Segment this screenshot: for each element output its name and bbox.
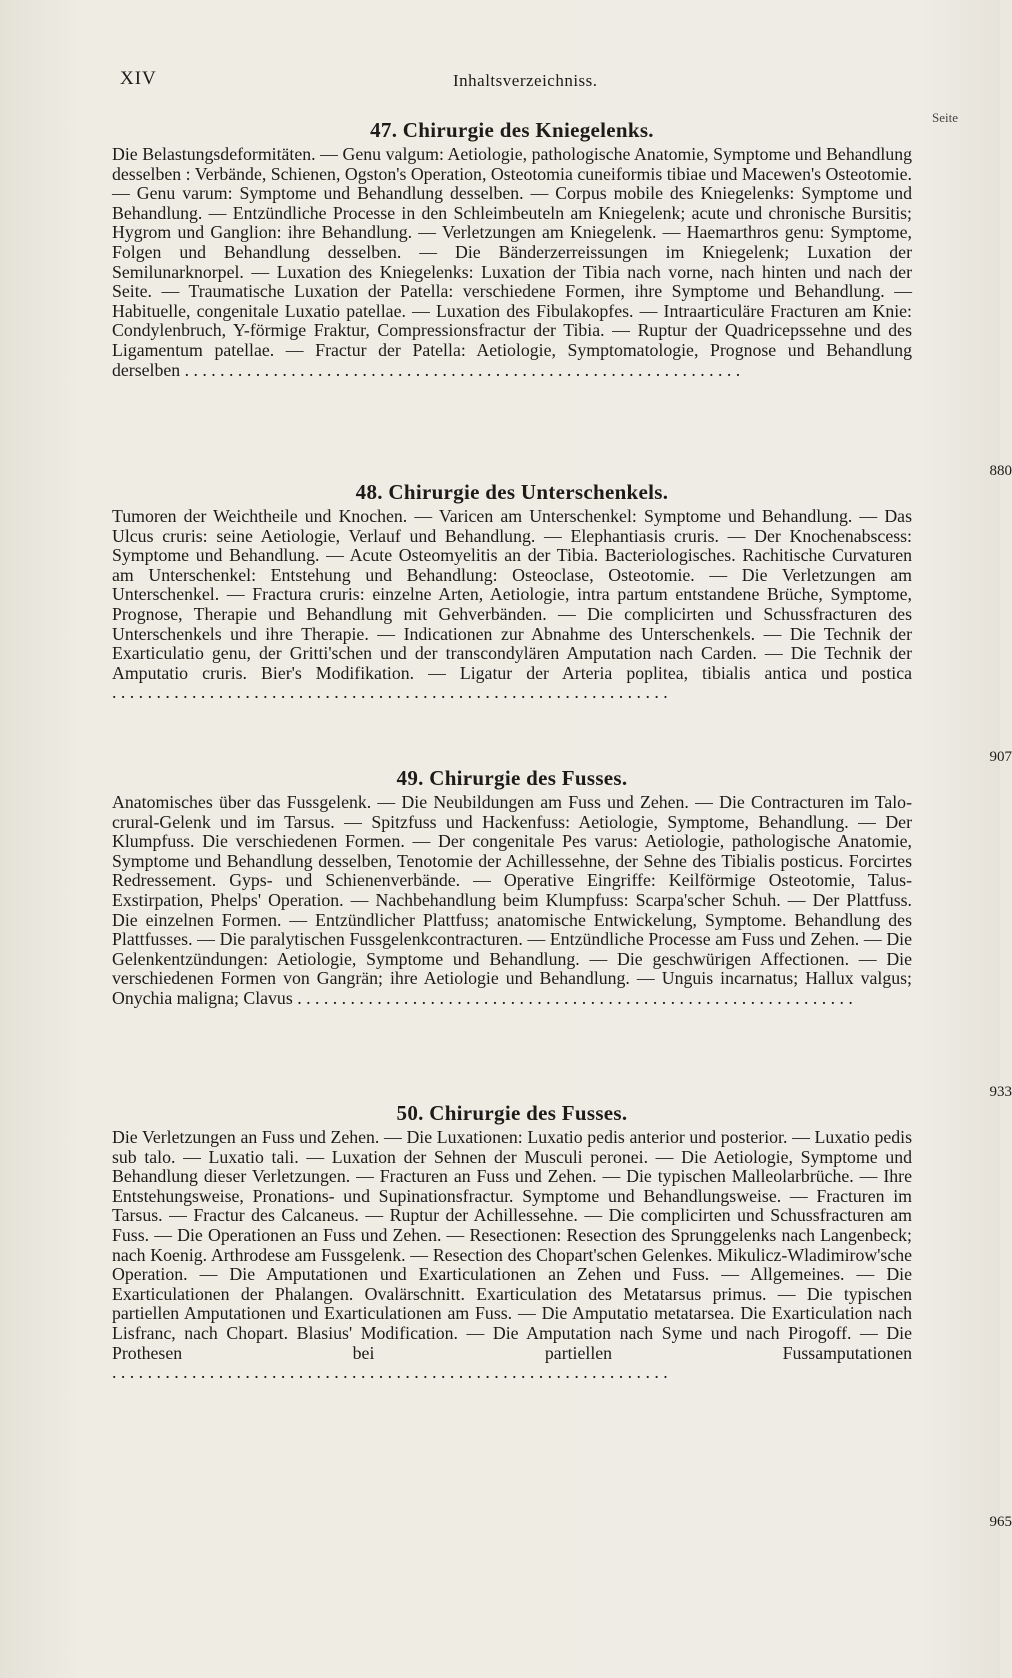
section-page-number: 965: [989, 1514, 1012, 1530]
section-page-number: 933: [989, 1084, 1012, 1100]
section-entries: Die Belastungsdeformitäten. — Genu valgum: Aetiologie, pathologische Anatomie, Symptome und Behandlung desselben : Verbände, Schienen, Ogston's Operation, Osteotomia cuneiformis tibiae und Macewen's Osteotomie. — Genu varum: Symptome und Behandlung desselben. — Corpus mobile des Kniegelenks: Symptome und Behandlung. — Entzündliche Processe in den Schleimbeuteln am Kniegelenk; acute und chronische Bursitis; Hygrom und Ganglion: ihre Behandlung. — Verletzungen am Kniegelenk. — Haemarthros genu: Symptome, Folgen und Behandlung desselben. — Die Bänderzerreissungen im Kniegelenk; Luxation der Semilunarknorpel. — Luxation des Kniegelenks: Luxation der Tibia nach vorne, nach hinten und nach der Seite. — Traumatische Luxation der Patella: verschiedene Formen, ihre Symptome und Behandlung. — Habituelle, congenitale Luxatio patellae. — Luxation des Fibulakopfes. — Intraarticuläre Fracturen am Knie: Condylenbruch, Y-förmige Fraktur, Compressionsfractur der Tibia. — Ruptur der Quadricepssehne und des Ligamentum patellae. — Fractur der Patella: Aetiologie, Symptomatologie, Prognose und Behandlung derselben . . .: [112, 145, 912, 380]
section-title: 47. Chirurgie des Kniegelenks.: [370, 118, 654, 142]
section-title: 49. Chirurgie des Fusses.: [396, 766, 628, 790]
section-page-number: 880: [989, 463, 1012, 479]
section-entries: Tumoren der Weichtheile und Knochen. — Varicen am Unterschenkel: Symptome und Behandlung. — Das Ulcus cruris: seine Aetiologie, Verlauf und Behandlung. — Elephantiasis cruris. — Der Knochenabscess: Symptome und Behandlung. — Acute Osteomyelitis an der Tibia. Bacteriologisches. Rachitische Curvaturen am Unterschenkel: Entstehung und Behandlung: Osteoclase, Osteotomie. — Die Verletzungen am Unterschenkel. — Fractura cruris: einzelne Arten, Aetiologie, intra partum entstandene Brüche, Symptome, Prognose, Therapie und Behandlung mit Gehverbänden. — Die complicirten und Schussfracturen des Unterschenkels und ihre Therapie. — Indicationen zur Abnahme des Unterschenkels. — Die Technik der Exarticulatio genu, der Gritti'schen und der transcondylären Amputation nach Carden. — Die Technik der Amputatio cruris. Bier's Modifikation. — Ligatur der Arteria poplitea, tibialis antica und postica . . .: [112, 507, 912, 703]
running-title: Inhaltsverzeichniss.: [453, 71, 598, 90]
toc-section-48: [112, 480, 1012, 766]
section-entries: Die Verletzungen an Fuss und Zehen. — Die Luxationen: Luxatio pedis anterior und posterior. — Luxatio pedis sub talo. — Luxatio tali. — Luxation der Sehnen der Musculi peronei. — Die Aetiologie, Symptome und Behandlung dieser Verletzungen. — Fracturen an Fuss und Zehen. — Die typischen Malleolarbrüche. — Ihre Entstehungsweise, Pronations- und Supinationsfractur. Symptome und Behandlungsweise. — Fracturen im Tarsus. — Fractur des Calcaneus. — Ruptur der Achillessehne. — Die complicirten und Schussfracturen am Fuss. — Die Operationen an Fuss und Zehen. — Resectionen: Resection des Sprunggelenks nach Langenbeck; nach Koenig. Arthrodese am Fussgelenk. — Resection des Chopart'schen Gelenkes. Mikulicz-Wladimirow'sche Operation. — Die Amputationen und Exarticulationen an Zehen und Fuss. — Allgemeines. — Die Exarticulationen der Phalangen. Ovalärschnitt. Exarticulation des Metatarsus primus. — Die typischen partiellen Amputationen und Exarticulationen am Fuss. — Die Amputatio metatarsea. Die Exarticulation nach Lisfranc, nach Chopart. Blasius' Modification. — Die Amputation nach Syme und nach Pirogoff. — Die Prothesen bei partiellen Fussamputationen . . .: [112, 1128, 912, 1383]
page-column-label: Seite: [932, 110, 958, 125]
section-title: 48. Chirurgie des Unterschenkels.: [355, 480, 669, 504]
section-page-number: 907: [989, 749, 1012, 765]
toc-section-47: [112, 118, 1012, 480]
page-header: [118, 68, 918, 98]
section-entries: Anatomisches über das Fussgelenk. — Die Neubildungen am Fuss und Zehen. — Die Contracturen im Talo-crural-Gelenk und im Tarsus. — Spitzfuss und Hackenfuss: Aetiologie, Symptome, Behandlung. — Der Klumpfuss. Die verschiedenen Formen. — Der congenitale Pes varus: Aetiologie, pathologische Anatomie, Symptome und Behandlung desselben, Tenotomie der Achillessehne, der Sehne des Tibialis posticus. Forcirtes Redressement. Gyps- und Schienenverbände. — Operative Eingriffe: Keilförmige Osteotomie, Talus-Exstirpation, Phelps' Operation. — Nachbehandlung beim Klumpfuss: Scarpa'scher Schuh. — Der Plattfuss. Die einzelnen Formen. — Entzündlicher Plattfuss; anatomische Entwickelung, Symptome. Behandlung des Plattfusses. — Die paralytischen Fussgelenkcontracturen. — Entzündliche Processe am Fuss und Zehen. — Die Gelenkentzündungen: Aetiologie, Symptome und Behandlung. — Die geschwürigen Affectionen. — Die verschiedenen Formen von Gangrän; ihre Aetiologie und Behandlung. — Unguis incarnatus; Hallux valgus; Onychia maligna; Clavus . . .: [112, 793, 912, 1009]
page-number: XIV: [120, 68, 157, 89]
table-of-contents: [112, 118, 1012, 1531]
section-title: 50. Chirurgie des Fusses.: [396, 1101, 628, 1125]
toc-section-50: [112, 1101, 1012, 1531]
toc-section-49: [112, 766, 1012, 1101]
